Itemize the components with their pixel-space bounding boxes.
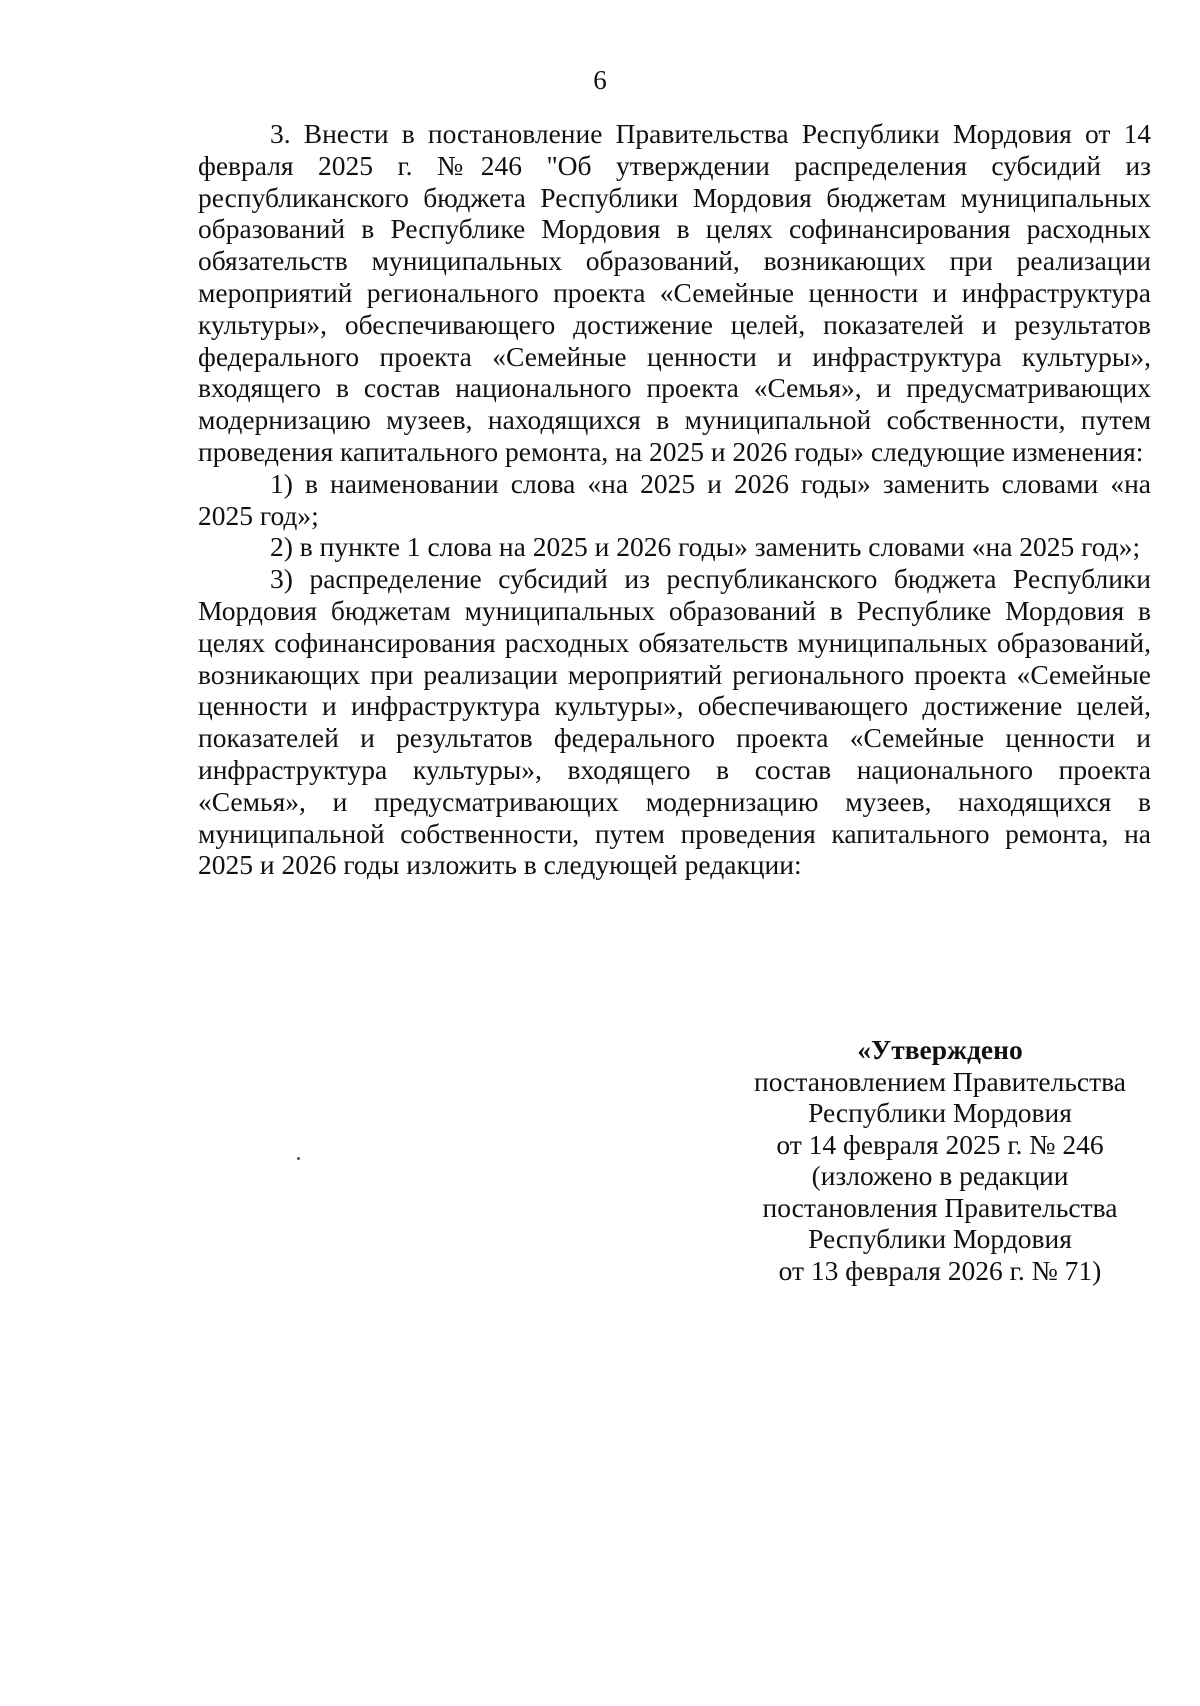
approval-heading: «Утверждено: [857, 1034, 1023, 1065]
approval-line: постановлением Правительства: [754, 1065, 1126, 1097]
document-body: [198, 118, 1151, 881]
approval-line: (изложено в редакции: [811, 1160, 1069, 1191]
approval-line: от 13 февраля 2026 г. № 71): [778, 1254, 1102, 1286]
subparagraph-2: 2) в пункте 1 слова на 2025 и 2026 годы» заменить словами «на 2025 год»;: [270, 531, 1141, 563]
approval-line: Республики Мордовия: [808, 1223, 1072, 1254]
approval-line: постановления Правительства: [762, 1191, 1118, 1223]
approval-block: [700, 1034, 1180, 1286]
page-number: 6: [593, 65, 607, 95]
subparagraph-3: 3) распределение субсидий из республиканского бюджета Республики Мордовия бюджетам муниципальных образований в Республике Мордовия в целях софинансирования расходных обязательств муниципальных образований, возникающих при реализации мероприятий регионального проекта «Семейные ценности и инфраструктура культуры», обеспечивающего достижение целей, показателей и результатов федерального проекта «Семейные ценности и инфраструктура культуры», входящего в состав национального проекта «Семья», и предусматривающих модернизацию музеев, находящихся в муниципальной собственности, путем проведения капитального ремонта, на 2025 и 2026 годы изложить в следующей редакции:: [198, 563, 1151, 881]
approval-line: от 14 февраля 2025 г. № 246: [776, 1128, 1104, 1160]
approval-line: Республики Мордовия: [808, 1097, 1072, 1128]
scan-speck: [297, 1157, 300, 1160]
paragraph-item-3: 3. Внести в постановление Правительства Республики Мордовия от 14 февраля 2025 г. №246 "Об утверждении распределения субсидий из республиканского бюджета Республики Мордовия бюджетам муниципальных образований в Республике Мордовия в целях софинансирования расходных обязательств муниципальных образований, возникающих при реализации мероприятий регионального проекта «Семейные ценности и инфраструктура культуры», обеспечивающего достижение целей, показателей и результатов федерального проекта «Семейные ценности и инфраструктура культуры», входящего в состав национального проекта «Семья», и предусматривающих модернизацию музеев, находящихся в муниципальной собственности, путем проведения капитального ремонта, на 2025 и 2026 годы» следующие изменения:: [198, 118, 1151, 467]
subparagraph-1: 1) в наименовании слова «на 2025 и 2026 годы» заменить словами «на 2025 год»;: [198, 467, 1151, 531]
